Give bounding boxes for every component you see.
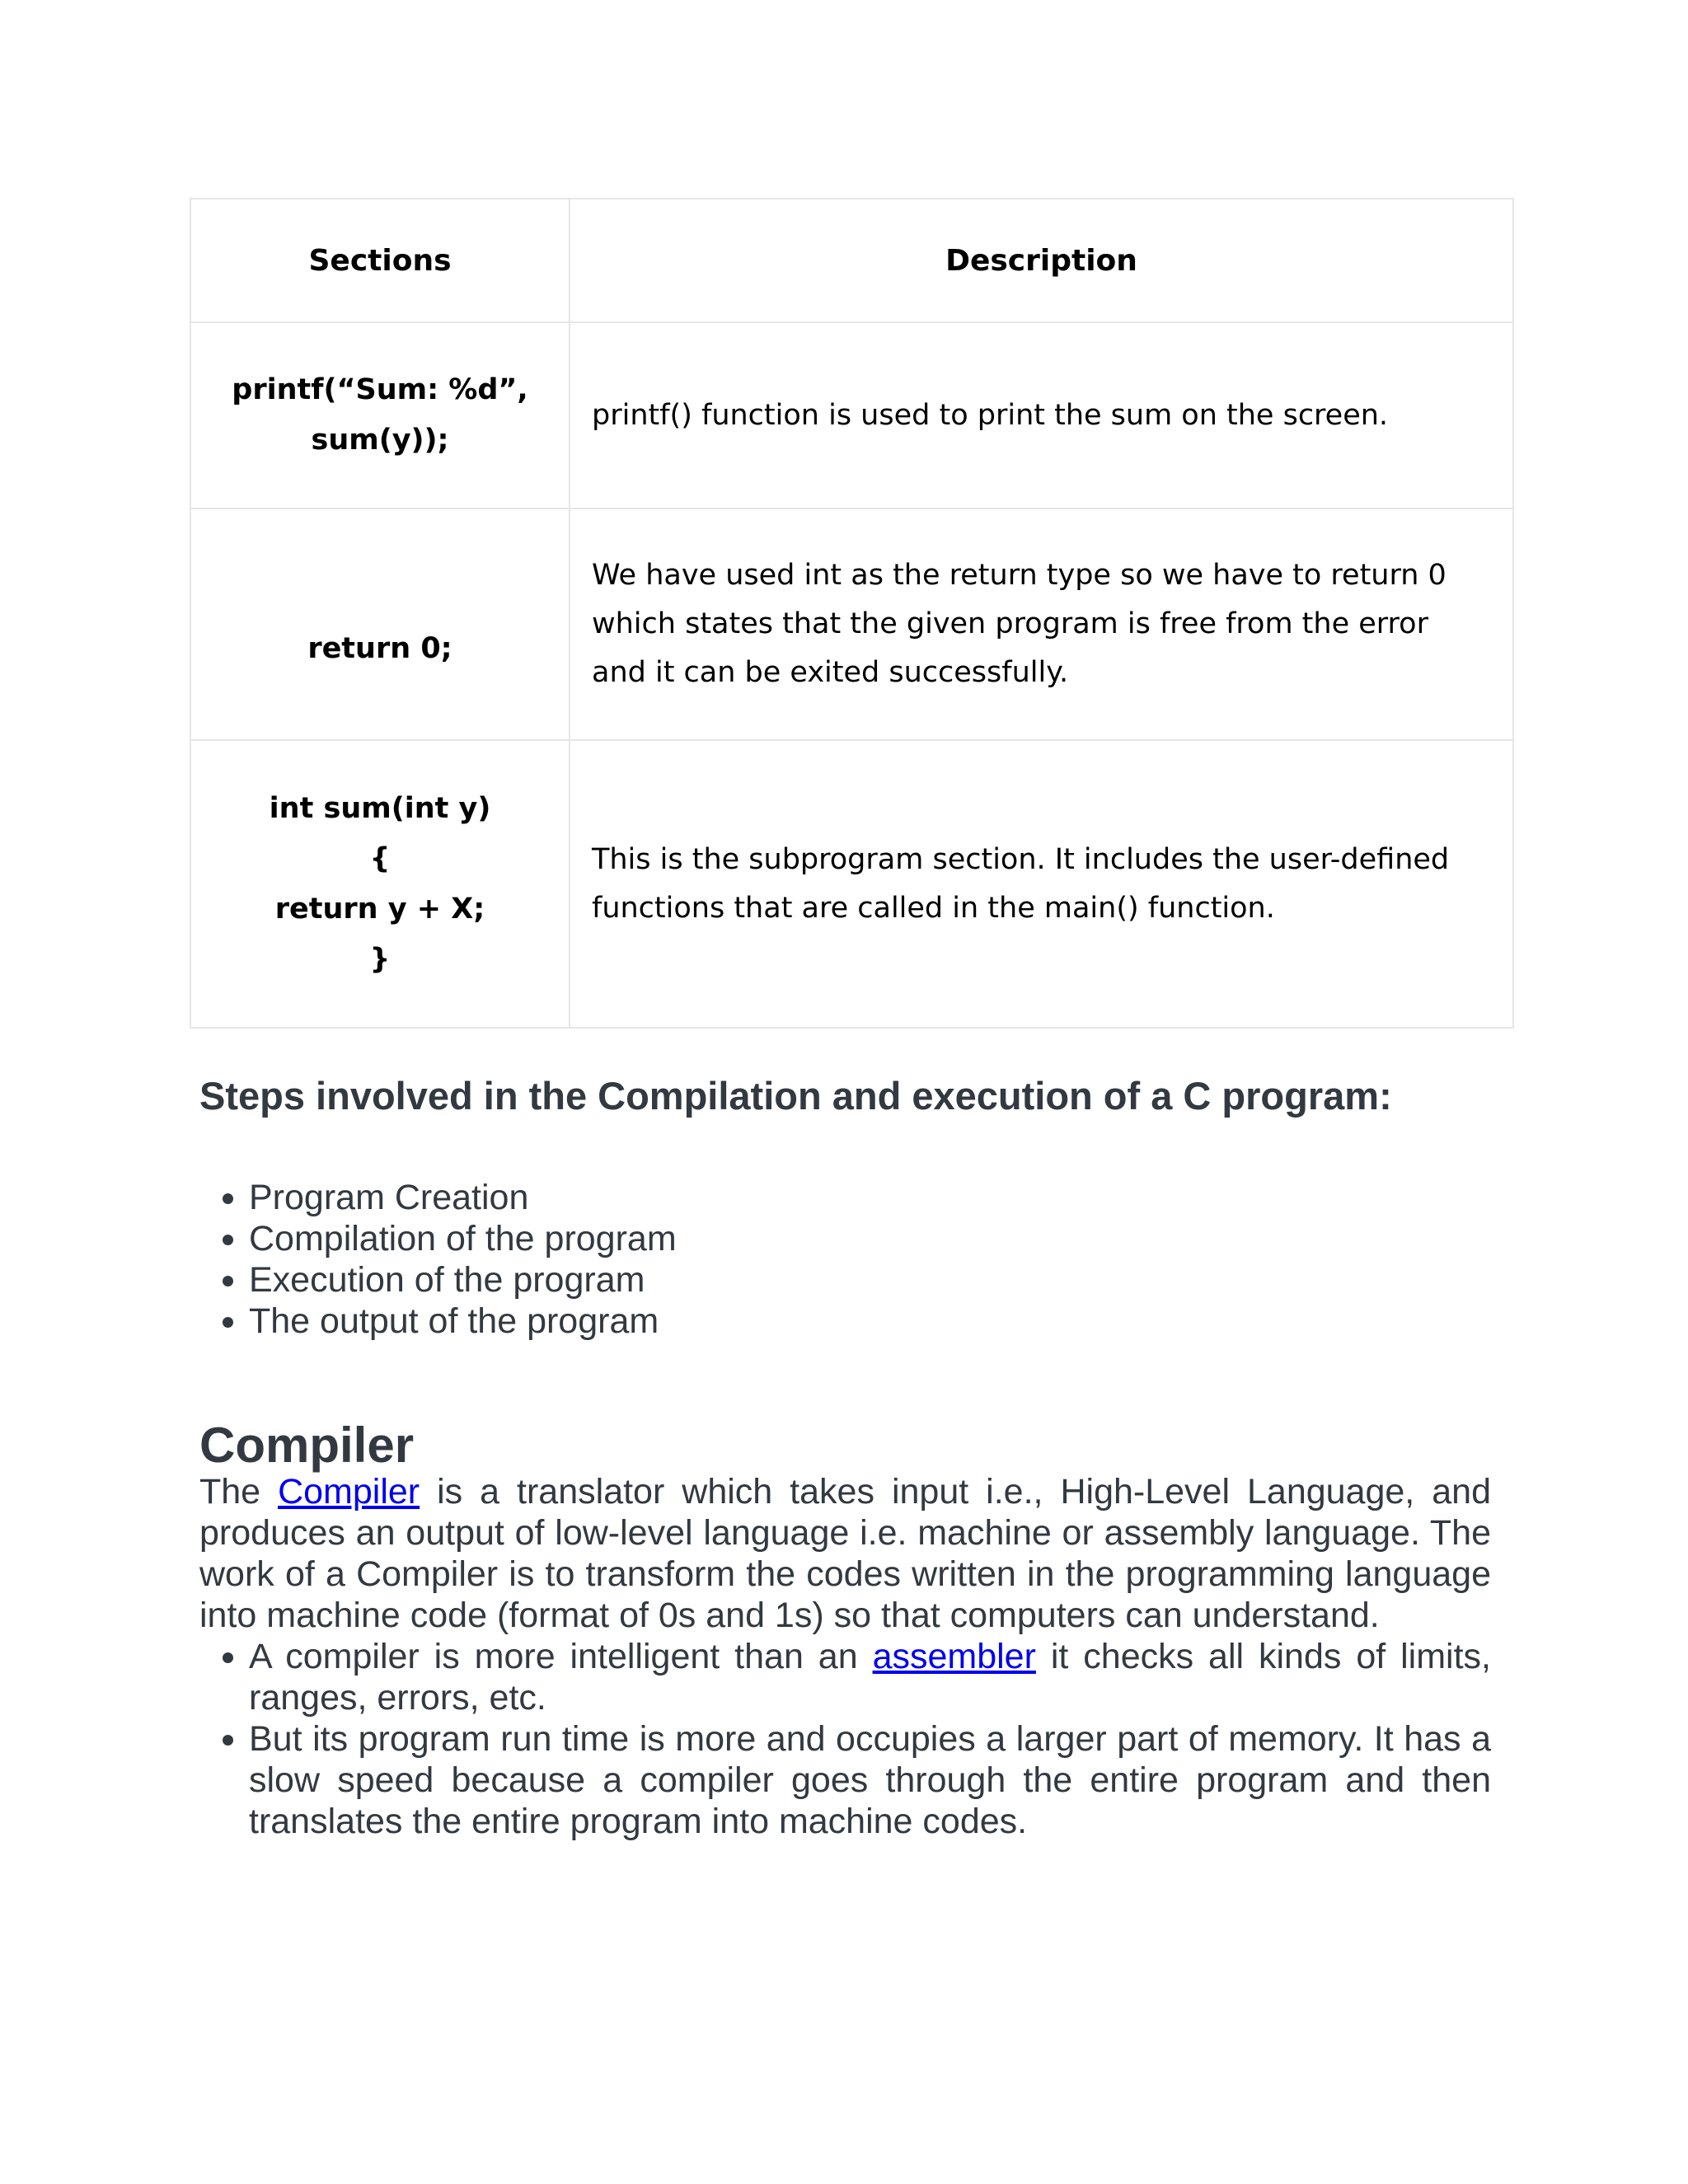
- list-item: • Compilation of the program: [249, 1218, 1491, 1259]
- section-cell: [190, 740, 570, 1028]
- table-row: [190, 740, 1513, 1028]
- assembler-link[interactable]: assembler: [872, 1637, 1036, 1676]
- table-row: [190, 509, 1513, 740]
- section-code-line: sum(y));: [311, 424, 449, 457]
- list-item: • But its program run time is more and occupies a larger part of memory. It has a slow speed because a compiler goes through the entire program and then translates the entire program into machine codes.: [249, 1718, 1491, 1842]
- section-code-line: return 0;: [307, 632, 452, 665]
- table-row: [190, 322, 1513, 509]
- section-code-line: }: [369, 942, 391, 976]
- steps-heading: Steps involved in the Compilation and execution of a C program:: [199, 1074, 1392, 1118]
- article-body: [199, 1071, 1491, 1842]
- description-cell: printf() function is used to print the sum on the screen.: [570, 322, 1513, 509]
- bullet-text: A compiler is more intelligent than an: [249, 1637, 873, 1676]
- description-cell: We have used int as the return type so we have to return 0 which states that the given program is free from the error and it can be exited successfully.: [570, 509, 1513, 740]
- bullet-text: it checks all kinds of limits, ranges, errors, etc.: [249, 1637, 1491, 1718]
- list-item: [249, 1636, 1491, 1718]
- header-description: Description: [570, 199, 1513, 322]
- section-code-line: printf(“Sum: %d”,: [232, 373, 528, 406]
- steps-list: [199, 1177, 1491, 1342]
- list-item: • Program Creation: [249, 1177, 1491, 1218]
- paragraph-text: The: [199, 1472, 279, 1511]
- section-code-line: int sum(int y): [269, 791, 491, 825]
- paragraph-text: is a translator which takes input i.e., High-Level Language, and produces an output of low-level language i.e. machine or assembly language. The work of a Compiler is to transform the codes written in the programming language into machine code (format of 0s and 1s) so that computers can understand.: [199, 1472, 1491, 1635]
- section-code-line: return y + X;: [274, 892, 485, 926]
- table-header-row: [190, 199, 1513, 322]
- section-code-line: {: [369, 841, 391, 875]
- header-sections: Sections: [190, 199, 570, 322]
- compiler-link[interactable]: Compiler: [278, 1472, 420, 1511]
- section-cell: [190, 509, 570, 740]
- list-item: • Execution of the program: [249, 1259, 1491, 1301]
- sections-table: [190, 198, 1514, 1029]
- compiler-bullet-list: [199, 1636, 1491, 1842]
- section-cell: [190, 322, 570, 509]
- compiler-paragraph: [199, 1471, 1491, 1636]
- compiler-heading: Compiler: [199, 1418, 415, 1473]
- list-item: • The output of the program: [249, 1301, 1491, 1342]
- description-cell: This is the subprogram section. It includes the user-defined functions that are called in the main() function.: [570, 740, 1513, 1028]
